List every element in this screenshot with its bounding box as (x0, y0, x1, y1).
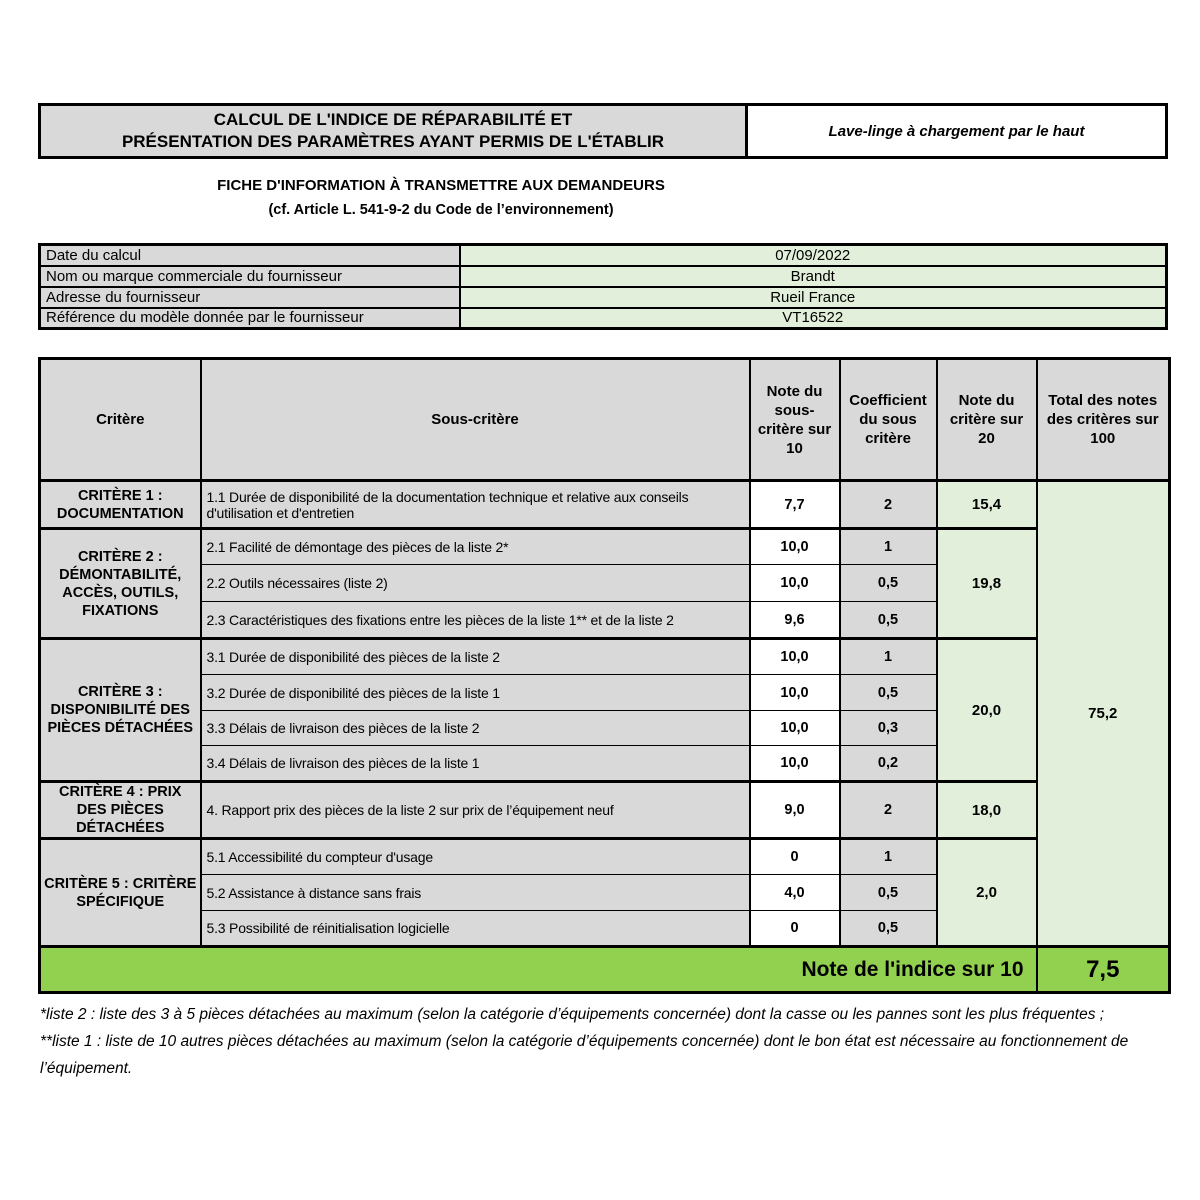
coefficient-cell: 0,3 (840, 711, 937, 746)
header-cell-critere: Critère (40, 359, 201, 481)
sub-criterion-cell: 2.2 Outils nécessaires (liste 2) (201, 565, 750, 602)
coefficient-cell: 1 (840, 839, 937, 875)
sub-criterion-cell: 5.3 Possibilité de réinitialisation logicielle (201, 911, 750, 947)
info-row-model (40, 308, 1167, 329)
final-score-row (40, 947, 1170, 993)
sub-criterion-cell: 2.3 Caractéristiques des fixations entre les pièces de la liste 1** et de la liste 2 (201, 602, 750, 639)
info-label: Référence du modèle donnée par le fournisseur (40, 308, 460, 329)
sub-score-cell: 9,6 (750, 602, 840, 639)
table-header-row (40, 359, 1170, 481)
sub-score-cell: 0 (750, 839, 840, 875)
subtitle-line-2: (cf. Article L. 541-9-2 du Code de l’environnement) (268, 202, 614, 218)
sub-score-cell: 10,0 (750, 711, 840, 746)
index-score-label: Note de l'indice sur 10 (40, 947, 1037, 993)
subtitle-line-1: FICHE D'INFORMATION À TRANSMETTRE AUX DEMANDEURS (217, 177, 665, 194)
sub-criterion-cell: 3.2 Durée de disponibilité des pièces de la liste 1 (201, 675, 750, 711)
table-row (40, 782, 1170, 839)
criterion-cell: CRITÈRE 4 : PRIX DES PIÈCES DÉTACHÉES (40, 782, 201, 839)
coefficient-cell: 2 (840, 782, 937, 839)
sub-criterion-cell: 3.4 Délais de livraison des pièces de la liste 1 (201, 746, 750, 782)
info-value: Rueil France (460, 287, 1167, 308)
table-row (40, 639, 1170, 675)
sub-score-cell: 4,0 (750, 875, 840, 911)
criterion-score-cell: 20,0 (937, 639, 1037, 782)
criterion-cell: CRITÈRE 1 : DOCUMENTATION (40, 481, 201, 529)
sub-criterion-cell: 5.1 Accessibilité du compteur d'usage (201, 839, 750, 875)
criterion-score-cell: 19,8 (937, 529, 1037, 639)
table-row (40, 529, 1170, 565)
header-cell-sous-critere: Sous-critère (201, 359, 750, 481)
coefficient-cell: 0,5 (840, 565, 937, 602)
info-label: Adresse du fournisseur (40, 287, 460, 308)
product-category: Lave-linge à chargement par le haut (828, 122, 1085, 140)
header-cell-total: Total des notes des critères sur 100 (1037, 359, 1170, 481)
sub-criterion-cell: 3.3 Délais de livraison des pièces de la liste 2 (201, 711, 750, 746)
sub-criterion-cell: 4. Rapport prix des pièces de la liste 2 sur prix de l’équipement neuf (201, 782, 750, 839)
coefficient-cell: 2 (840, 481, 937, 529)
info-value: 07/09/2022 (460, 245, 1167, 266)
info-row-date (40, 245, 1167, 266)
info-value: VT16522 (460, 308, 1167, 329)
sub-score-cell: 9,0 (750, 782, 840, 839)
supplier-info-table (38, 243, 1168, 330)
sub-criterion-cell: 2.1 Facilité de démontage des pièces de la liste 2* (201, 529, 750, 565)
index-score-value: 7,5 (1037, 947, 1170, 993)
info-value: Brandt (460, 266, 1167, 287)
table-row (40, 481, 1170, 529)
coefficient-cell: 1 (840, 529, 937, 565)
title-line-2: PRÉSENTATION DES PARAMÈTRES AYANT PERMIS DE L'ÉTABLIR (121, 132, 665, 151)
subtitle-block (38, 177, 844, 218)
sub-score-cell: 10,0 (750, 675, 840, 711)
sub-criterion-cell: 1.1 Durée de disponibilité de la documentation technique et relative aux conseils d'utilisation et d'entretien (201, 481, 750, 529)
header-cell-note-sous-critere: Note du sous-critère sur 10 (750, 359, 840, 481)
criterion-cell: CRITÈRE 2 : DÉMONTABILITÉ, ACCÈS, OUTILS, FIXATIONS (40, 529, 201, 639)
sub-score-cell: 0 (750, 911, 840, 947)
table-row (40, 839, 1170, 875)
footnote-liste-1: **liste 1 : liste de 10 autres pièces détachées au maximum (selon la catégorie d’équipements concernée) dont le bon état est nécessaire au fonctionnement de l’équipement. (40, 1033, 1129, 1077)
criteria-table (38, 357, 1171, 994)
info-row-address (40, 287, 1167, 308)
title-band (38, 103, 1168, 159)
criterion-score-cell: 15,4 (937, 481, 1037, 529)
product-category-box (748, 106, 1165, 156)
criterion-cell: CRITÈRE 5 : CRITÈRE SPÉCIFIQUE (40, 839, 201, 947)
info-label: Nom ou marque commerciale du fournisseur (40, 266, 460, 287)
sub-criterion-cell: 3.1 Durée de disponibilité des pièces de la liste 2 (201, 639, 750, 675)
footnotes-block (40, 1001, 1170, 1082)
sub-score-cell: 10,0 (750, 639, 840, 675)
info-row-brand (40, 266, 1167, 287)
sub-score-cell: 10,0 (750, 529, 840, 565)
sub-score-cell: 10,0 (750, 565, 840, 602)
coefficient-cell: 0,2 (840, 746, 937, 782)
header-cell-coefficient: Coefficient du sous critère (840, 359, 937, 481)
total-score-cell: 75,2 (1037, 481, 1170, 947)
sub-score-cell: 10,0 (750, 746, 840, 782)
header-cell-note-critere: Note du critère sur 20 (937, 359, 1037, 481)
title-line-1: CALCUL DE L'INDICE DE RÉPARABILITÉ ET (213, 110, 573, 129)
coefficient-cell: 0,5 (840, 602, 937, 639)
sub-score-cell: 7,7 (750, 481, 840, 529)
coefficient-cell: 0,5 (840, 875, 937, 911)
info-label: Date du calcul (40, 245, 460, 266)
sub-criterion-cell: 5.2 Assistance à distance sans frais (201, 875, 750, 911)
footnote-liste-2: *liste 2 : liste des 3 à 5 pièces détachées au maximum (selon la catégorie d’équipements concernée) dont la casse ou les pannes sont les plus fréquentes ; (40, 1006, 1105, 1023)
document-title-box (41, 106, 748, 156)
coefficient-cell: 0,5 (840, 675, 937, 711)
criterion-cell: CRITÈRE 3 : DISPONIBILITÉ DES PIÈCES DÉTACHÉES (40, 639, 201, 782)
coefficient-cell: 1 (840, 639, 937, 675)
criterion-score-cell: 2,0 (937, 839, 1037, 947)
criterion-score-cell: 18,0 (937, 782, 1037, 839)
coefficient-cell: 0,5 (840, 911, 937, 947)
